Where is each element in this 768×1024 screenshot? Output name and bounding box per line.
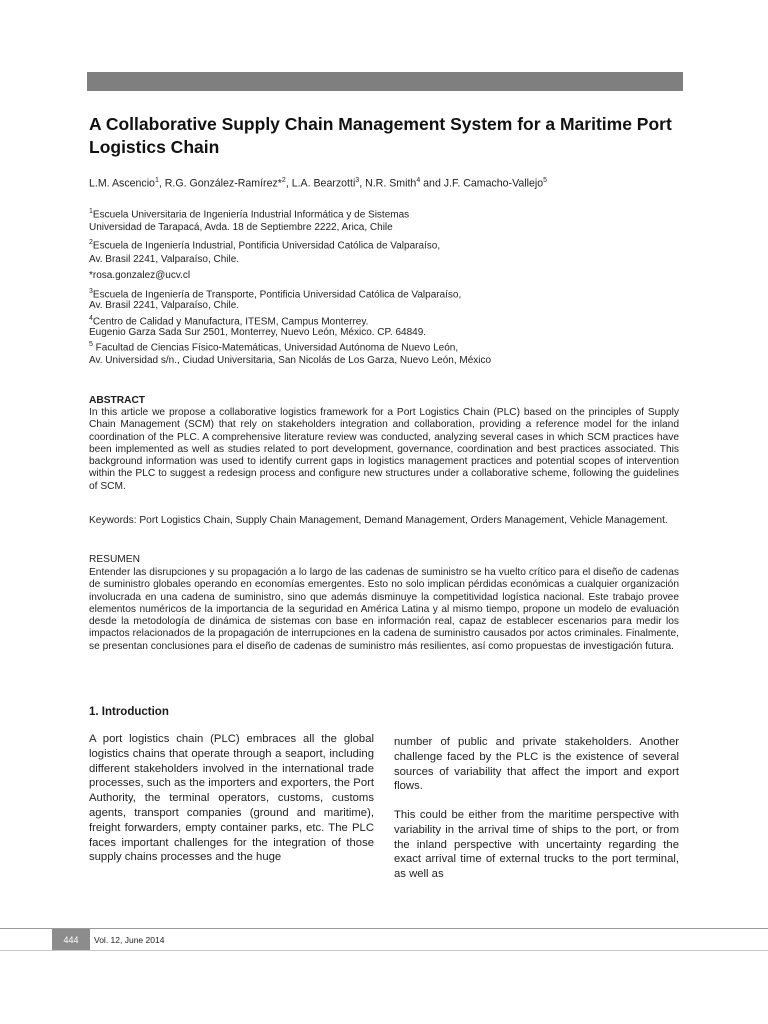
author-name: and J.F. Camacho-Vallejo bbox=[420, 177, 544, 190]
author-name: , R.G. González-Ramírez* bbox=[158, 177, 282, 190]
affil-mark: 5 bbox=[89, 341, 93, 348]
author-name: , N.R. Smith bbox=[359, 177, 417, 190]
resumen-text: Entender las disrupciones y su propagación a lo largo de las cadenas de suministro se ha vuelto crítico para el diseño de cadenas de suministro globales operando en economías emergentes. Esto no solo implican pérdidas económicas a cualquier organización involucrada en una cadena de suministro, sino que además disminuye la competitividad logística nacional. Este trabajo provee elementos numéricos de la importancia de la seguridad en América Latina y al mismo tiempo, propone un modelo de evaluación desde la metodología de dinámica de sistemas con base en información real, capaz de establecer escenarios para medir los impactos relacionados de la propagación de interrupciones en la cadena de suministro causados por actos criminales. Finalmente, se presentan conclusiones para el diseño de cadenas de suministro más resilientes, así como propuestas de investigación futura. bbox=[89, 567, 679, 652]
author-name: L.M. Ascencio bbox=[89, 177, 155, 190]
affil-mark: 2 bbox=[89, 239, 93, 246]
abstract-text: In this article we propose a collaborative logistics framework for a Port Logistics Chain (PLC) based on the principles of Supply Chain Management (SCM) that rely on stakeholders integration and collaboration, providing a reference model for the inland coordination of the PLC. A comprehensive literature review was conducted, analyzing several cases in which SCM practices have been implemented as well as studies related to port development, governance, coordination and best practices associated. This background information was used to identify current gaps in logistics management practices and potential scopes of intervention within the PLC to suggest a redesign process and configure new structures under a collaborative scheme, following the guidelines of SCM. bbox=[89, 407, 679, 492]
author-affil-mark: 4 bbox=[416, 177, 421, 184]
author-name: , L.A. Bearzotti bbox=[285, 177, 356, 190]
author-affil-mark: 1 bbox=[154, 177, 159, 184]
affil-mark: 3 bbox=[89, 288, 93, 295]
intro-column-right-p1: number of public and private stakeholders. Another challenge faced by the PLC is the existence of several sources of variability that affect the import and export flows. bbox=[394, 736, 679, 793]
page-number: 444 bbox=[52, 929, 90, 950]
resumen-heading: RESUMEN bbox=[89, 554, 140, 565]
intro-column-left: A port logistics chain (PLC) embraces all the global logistics chains that operate through a seaport, including different stakeholders involved in the international trade processes, such as the importers and exporters, the Port Authority, the terminal operators, customs, customs agents, transport companies (ground and maritime), freight forwarders, empty container parks, etc. The PLC faces important challenges for the integration of those supply chains processes and the huge bbox=[89, 733, 374, 864]
intro-column-right-p2: This could be either from the maritime perspective with variability in the arrival time of ships to the port, or from the inland perspective with uncertainty regarding the exact arrival time of external trucks to the port terminal, as well as bbox=[394, 809, 679, 881]
abstract-heading: ABSTRACT bbox=[89, 395, 146, 406]
affil-text: Escuela Universitaria de Ingeniería Industrial Informática y de Sistemas bbox=[92, 209, 410, 221]
keywords: Keywords: Port Logistics Chain, Supply Chain Management, Demand Management, Orders Management, Vehicle Management. bbox=[89, 515, 668, 526]
volume-info: Vol. 12, June 2014 bbox=[94, 935, 165, 945]
affiliation-line: Av. Brasil 2241, Valparaíso, Chile. bbox=[89, 300, 240, 311]
affil-text: Centro de Calidad y Manufactura, ITESM, Campus Monterrey. bbox=[92, 316, 369, 328]
paper-title: A Collaborative Supply Chain Management System for a Maritime Port Logistics Chain bbox=[89, 114, 672, 157]
affil-mark: 4 bbox=[89, 315, 93, 322]
affil-text: Escuela de Ingeniería Industrial, Pontificia Universidad Católica de Valparaíso, bbox=[92, 240, 441, 252]
author-affil-mark: 3 bbox=[355, 177, 360, 184]
footer-rule-lower bbox=[0, 950, 768, 951]
author-list bbox=[89, 177, 547, 190]
affiliation-line bbox=[89, 206, 689, 221]
affiliation-line: Av. Universidad s/n., Ciudad Universitaria, San Nicolás de Los Garza, Nuevo León, México bbox=[89, 355, 492, 366]
affiliation-line: Universidad de Tarapacá, Avda. 18 de Septiembre 2222, Arica, Chile bbox=[89, 222, 393, 233]
header-bar bbox=[87, 72, 683, 91]
corresponding-email: *rosa.gonzalez@ucv.cl bbox=[89, 270, 191, 281]
affil-text: Facultad de Ciencias Físico-Matemáticas, Universidad Autónoma de Nuevo León, bbox=[92, 342, 459, 354]
author-affil-mark: 5 bbox=[543, 177, 547, 184]
affiliation-line bbox=[89, 237, 689, 252]
footer-rule bbox=[0, 928, 768, 929]
affiliation-line: Eugenio Garza Sada Sur 2501, Monterrey, Nuevo León, México. CP. 64849. bbox=[89, 327, 427, 338]
affiliation-line bbox=[89, 339, 689, 354]
affil-text: Escuela de Ingeniería de Transporte, Pontificia Universidad Católica de Valparaíso, bbox=[92, 289, 462, 301]
affil-mark: 1 bbox=[89, 208, 93, 215]
section-heading-introduction: 1. Introduction bbox=[89, 706, 169, 718]
author-affil-mark: 2 bbox=[281, 177, 286, 184]
affiliation-line: Av. Brasil 2241, Valparaíso, Chile. bbox=[89, 254, 240, 265]
